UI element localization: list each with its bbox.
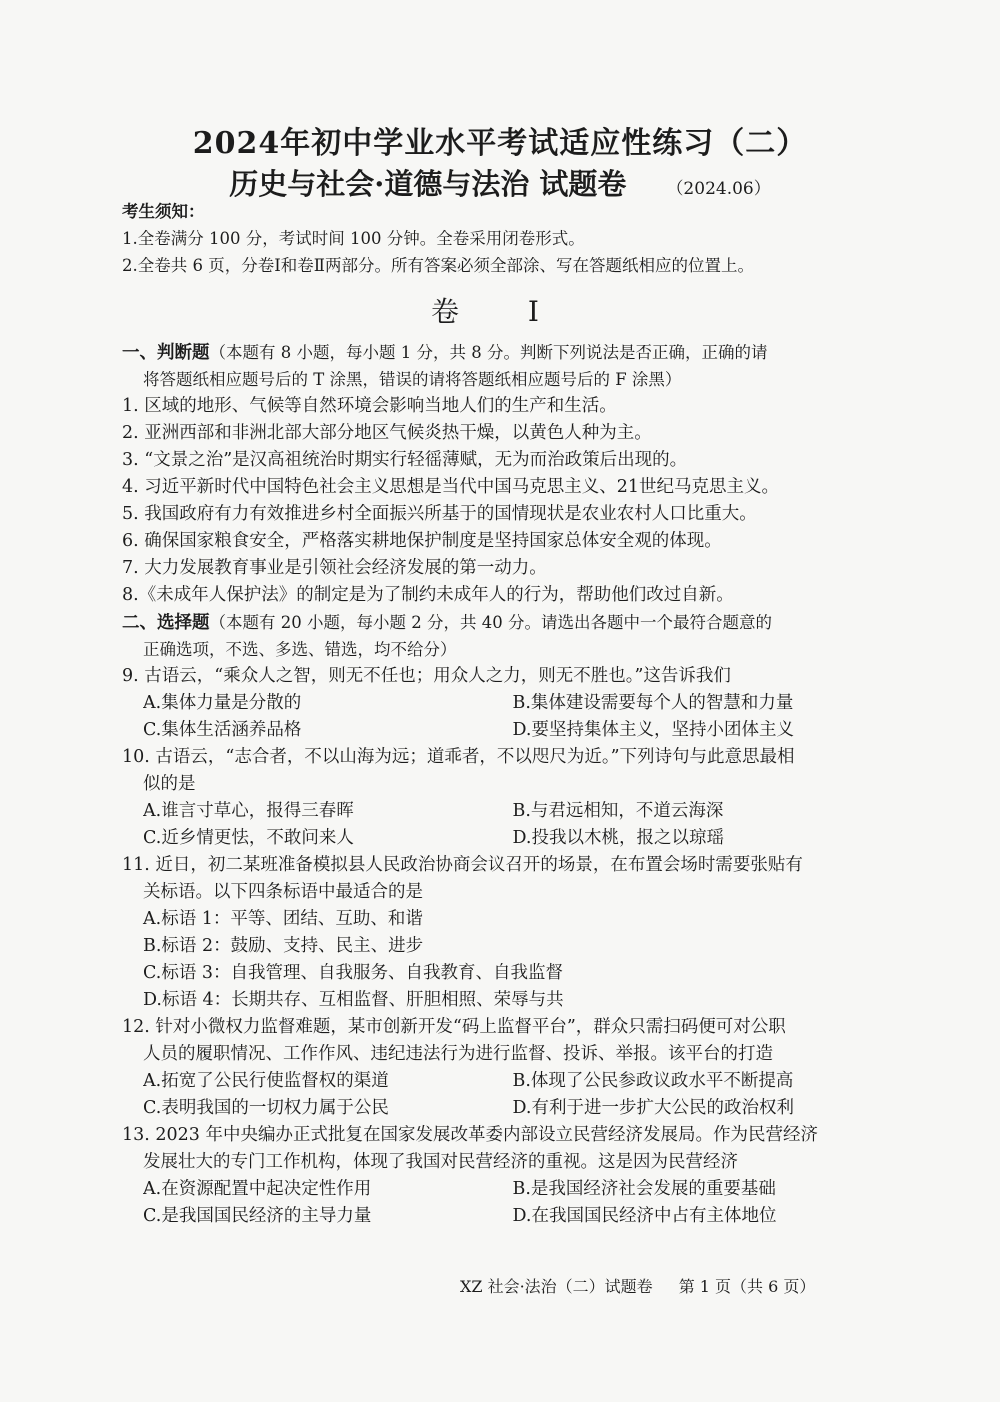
- volume-label: 卷 Ⅰ: [431, 295, 569, 328]
- section-instructions: （本题有 8 小题，每小题 1 分，共 8 分。判断下列说法是否正确，正确的请: [209, 343, 768, 362]
- option-b: B.是我国经济社会发展的重要基础: [512, 1179, 776, 1199]
- option-a: A.集体力量是分散的: [143, 693, 302, 713]
- section-instructions-cont: 正确选项，不选、多选、错选，均不给分）: [143, 640, 457, 659]
- section-heading: [122, 339, 882, 366]
- section-heading: [122, 609, 882, 636]
- option-b: B.标语 2：鼓励、支持、民主、进步: [143, 936, 424, 956]
- exam-title: 2024年初中学业水平考试适应性练习（二）: [192, 126, 808, 161]
- footer-paper-name: XZ 社会·法治（二）试题卷: [460, 1277, 653, 1296]
- option-row: [122, 1095, 882, 1122]
- option-d: D.要坚持集体主义，坚持小团体主义: [512, 720, 794, 740]
- option-row: [122, 717, 882, 744]
- footer-page-number: 第 1 页（共 6 页）: [678, 1277, 816, 1296]
- option-a: A.在资源配置中起决定性作用: [143, 1179, 372, 1199]
- notice-item: 2.全卷共 6 页，分卷Ⅰ和卷Ⅱ两部分。所有答案必须全部涂、写在答题纸相应的位置上。: [122, 256, 754, 275]
- question-stem: 12. 针对小微权力监督难题，某市创新开发“码上监督平台”，群众只需扫码便可对公职: [122, 1017, 786, 1037]
- option-c: C.集体生活涵养品格: [143, 720, 302, 740]
- option-c: C.表明我国的一切权力属于公民: [143, 1098, 389, 1118]
- question-stem: 10. 古语云，“志合者，不以山海为远；道乖者，不以咫尺为近。”下列诗句与此意思最相: [122, 747, 795, 767]
- candidate-notice: [122, 198, 882, 279]
- section-title: 二、选择题: [122, 613, 210, 633]
- question-stem: 11. 近日，初二某班准备模拟县人民政治协商会议召开的场景，在布置会场时需要张贴有: [122, 855, 803, 875]
- question-stem-cont: 关标语。以下四条标语中最适合的是: [143, 882, 423, 902]
- option-c: C.近乡情更怯，不敢问来人: [143, 828, 354, 848]
- option-a: A.拓宽了公民行使监督权的渠道: [143, 1071, 389, 1091]
- option-c: C.是我国国民经济的主导力量: [143, 1206, 372, 1226]
- question-stem: 9. 古语云，“乘众人之智，则无不任也；用众人之力，则无不胜也。”这告诉我们: [122, 666, 731, 686]
- option-row: [122, 1068, 882, 1095]
- tf-question: 3. “文景之治”是汉高祖统治时期实行轻徭薄赋，无为而治政策后出现的。: [122, 450, 688, 470]
- option-b: B.集体建设需要每个人的智慧和力量: [512, 693, 794, 713]
- question-stem-cont: 人员的履职情况、工作作风、违纪违法行为进行监督、投诉、举报。该平台的打造: [143, 1044, 773, 1064]
- option-row: [122, 1203, 882, 1230]
- option-a: A.谁言寸草心，报得三春晖: [143, 801, 354, 821]
- notice-item: 1.全卷满分 100 分，考试时间 100 分钟。全卷采用闭卷形式。: [122, 229, 585, 248]
- page-footer: [460, 1274, 815, 1297]
- option-d: D.有利于进一步扩大公民的政治权利: [512, 1098, 794, 1118]
- tf-question: 2. 亚洲西部和非洲北部大部分地区气候炎热干燥，以黄色人种为主。: [122, 423, 652, 443]
- option-row: [122, 1176, 882, 1203]
- option-c: C.标语 3：自我管理、自我服务、自我教育、自我监督: [143, 963, 564, 983]
- question-stem-cont: 发展壮大的专门工作机构，体现了我国对民营经济的重视。这是因为民营经济: [143, 1152, 738, 1172]
- option-d: D.在我国国民经济中占有主体地位: [512, 1206, 777, 1226]
- option-row: [122, 690, 882, 717]
- question-stem: 13. 2023 年中央编办正式批复在国家发展改革委内部设立民营经济发展局。作为民营经济: [122, 1125, 818, 1145]
- section-title: 一、判断题: [122, 343, 210, 363]
- option-row: [122, 825, 882, 852]
- tf-question: 1. 区域的地形、气候等自然环境会影响当地人们的生产和生活。: [122, 396, 617, 416]
- option-b: B.体现了公民参政议政水平不断提高: [512, 1071, 794, 1091]
- tf-question: 7. 大力发展教育事业是引领社会经济发展的第一动力。: [122, 558, 547, 578]
- tf-question: 4. 习近平新时代中国特色社会主义思想是当代中国马克思主义、21世纪马克思主义。: [122, 477, 780, 497]
- tf-question: 6. 确保国家粮食安全，严格落实耕地保护制度是坚持国家总体安全观的体现。: [122, 531, 722, 551]
- option-row: [122, 798, 882, 825]
- exam-date: （2024.06）: [666, 179, 771, 199]
- section-true-false: [122, 339, 882, 1230]
- option-b: B.与君远相知，不道云海深: [512, 801, 724, 821]
- section-instructions-cont: 将答题纸相应题号后的 T 涂黑，错误的请将答题纸相应题号后的 F 涂黑）: [143, 370, 682, 389]
- tf-question: 5. 我国政府有力有效推进乡村全面振兴所基于的国情现状是农业农村人口比重大。: [122, 504, 757, 524]
- option-d: D.投我以木桃，报之以琼瑶: [512, 828, 724, 848]
- subject-title: 历史与社会·道德与法治 试题卷: [229, 167, 627, 201]
- option-d: D.标语 4：长期共存、互相监督、肝胆相照、荣辱与共: [143, 990, 564, 1010]
- notice-heading: 考生须知：: [122, 202, 205, 221]
- tf-question: 8.《未成年人保护法》的制定是为了制约未成年人的行为，帮助他们改过自新。: [122, 585, 734, 605]
- option-a: A.标语 1：平等、团结、互助、和谐: [143, 909, 423, 929]
- section-instructions: （本题有 20 小题，每小题 2 分，共 40 分。请选出各题中一个最符合题意的: [209, 613, 772, 632]
- exam-subtitle: [0, 162, 1000, 203]
- question-stem-cont: 似的是: [143, 774, 196, 794]
